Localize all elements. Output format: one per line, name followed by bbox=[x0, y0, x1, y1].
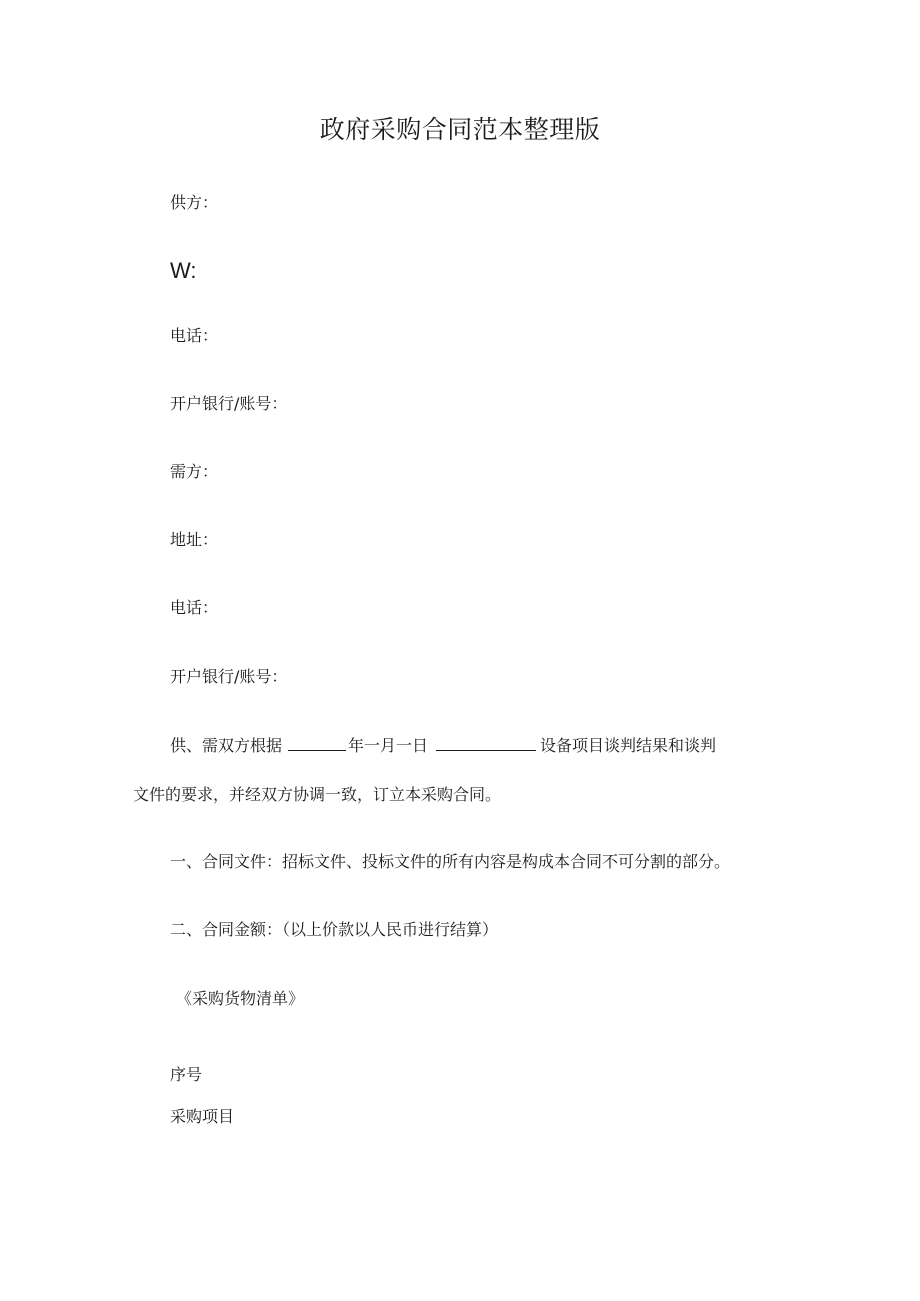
clause-contract-documents: 一、合同文件：招标文件、投标文件的所有内容是构成本合同不可分割的部分。 bbox=[170, 852, 731, 871]
intro-line-2: 文件的要求，并经双方协调一致，订立本采购合同。 bbox=[133, 785, 502, 804]
buyer-address-label: 地址： bbox=[170, 530, 219, 549]
buyer-bank-label: 开户银行/账号： bbox=[170, 667, 288, 686]
supplier-address-label: W: bbox=[170, 258, 197, 283]
supplier-bank-label: 开户银行/账号： bbox=[170, 394, 288, 413]
intro-line-1 bbox=[170, 735, 716, 756]
goods-list-title: 《采购货物清单》 bbox=[176, 989, 305, 1008]
clause-contract-amount: 二、合同金额：（以上价款以人民币进行结算） bbox=[170, 920, 499, 939]
buyer-phone-label: 电话： bbox=[170, 598, 219, 617]
intro-text-3: 设备项目谈判结果和谈判 bbox=[540, 736, 717, 755]
supplier-phone-label: 电话： bbox=[170, 326, 219, 345]
date-blank bbox=[288, 735, 346, 751]
intro-text-2: 年一月一日 bbox=[348, 736, 429, 755]
project-blank bbox=[436, 735, 536, 751]
intro-text-1: 供、需双方根据 bbox=[170, 736, 283, 755]
buyer-label: 需方： bbox=[170, 462, 219, 481]
table-header-serial: 序号 bbox=[170, 1065, 203, 1084]
document-title: 政府采购合同范本整理版 bbox=[319, 115, 601, 144]
table-header-item: 采购项目 bbox=[170, 1107, 235, 1126]
supplier-label: 供方： bbox=[170, 193, 219, 212]
